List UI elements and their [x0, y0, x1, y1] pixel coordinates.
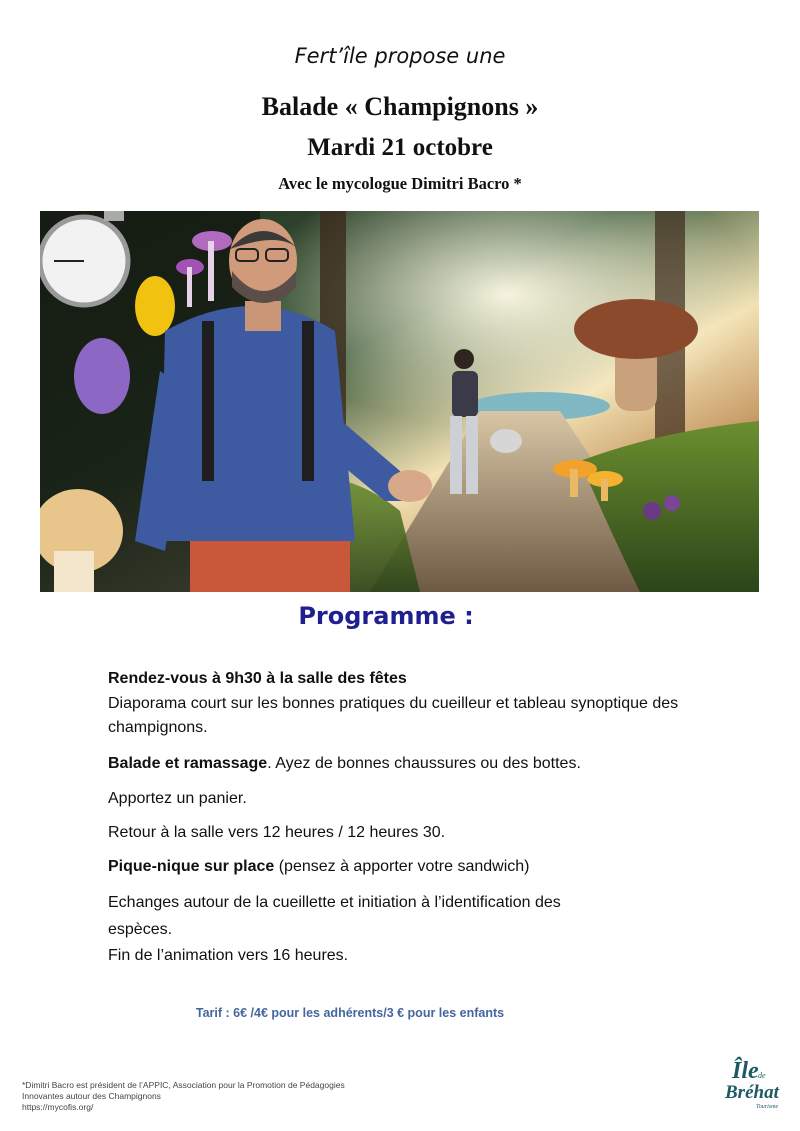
- item-strong: Pique-nique sur place: [108, 858, 275, 875]
- programme-item-exchange-cont: [108, 918, 748, 942]
- hero-image: [40, 211, 759, 592]
- programme-item-exchange: [108, 891, 748, 915]
- footnote-url: https://mycofis.org/: [22, 1102, 94, 1112]
- programme-item-walk: [108, 752, 748, 776]
- item-text: (pensez à apporter votre sandwich): [274, 858, 530, 875]
- programme-item-picnic: [108, 855, 748, 879]
- footnote-line1: *Dimitri Bacro est président de l’APPIC, Association pour la Promotion de Pédagogies: [22, 1080, 345, 1090]
- event-guide: Avec le mycologue Dimitri Bacro *: [278, 174, 522, 193]
- item-strong: Balade et ramassage: [108, 755, 268, 772]
- item-text: Echanges autour de la cueillette et initiation à l’identification des: [108, 894, 561, 911]
- programme-item-basket: [108, 787, 748, 811]
- programme-item-end: [108, 944, 748, 968]
- item-strong: Rendez-vous à 9h30 à la salle des fêtes: [108, 670, 407, 687]
- logo-ile: Île: [732, 1058, 759, 1084]
- item-text: Retour à la salle vers 12 heures / 12 heures 30.: [108, 824, 446, 841]
- programme-heading: Programme :: [298, 602, 474, 630]
- item-text: Fin de l’animation vers 16 heures.: [108, 947, 349, 964]
- programme-item-return: [108, 821, 748, 845]
- event-date: Mardi 21 octobre: [307, 134, 493, 161]
- item-text: Apportez un panier.: [108, 790, 247, 807]
- logo-de: de: [758, 1071, 766, 1080]
- intro-line: Fert’île propose une: [294, 44, 506, 68]
- item-text: Diaporama court sur les bonnes pratiques du cueilleur et tableau synoptique des champignons.: [108, 695, 679, 736]
- logo-tagline: Tourisme: [756, 1104, 779, 1110]
- programme-item-meeting: [108, 667, 748, 691]
- footnote: [22, 1080, 402, 1113]
- programme-item-slideshow: [108, 692, 748, 740]
- item-text: . Ayez de bonnes chaussures ou des bottes.: [267, 755, 581, 772]
- footnote-line2: Innovantes autour des Champignons: [22, 1091, 161, 1101]
- tarif-line: Tarif : 6€ /4€ pour les adhérents/3 € pour les enfants: [195, 1006, 505, 1020]
- ile-de-brehat-logo: [722, 1052, 788, 1112]
- logo-brehat: Bréhat: [725, 1082, 779, 1103]
- item-text: espèces.: [108, 921, 173, 938]
- event-title: Balade « Champignons »: [261, 92, 539, 121]
